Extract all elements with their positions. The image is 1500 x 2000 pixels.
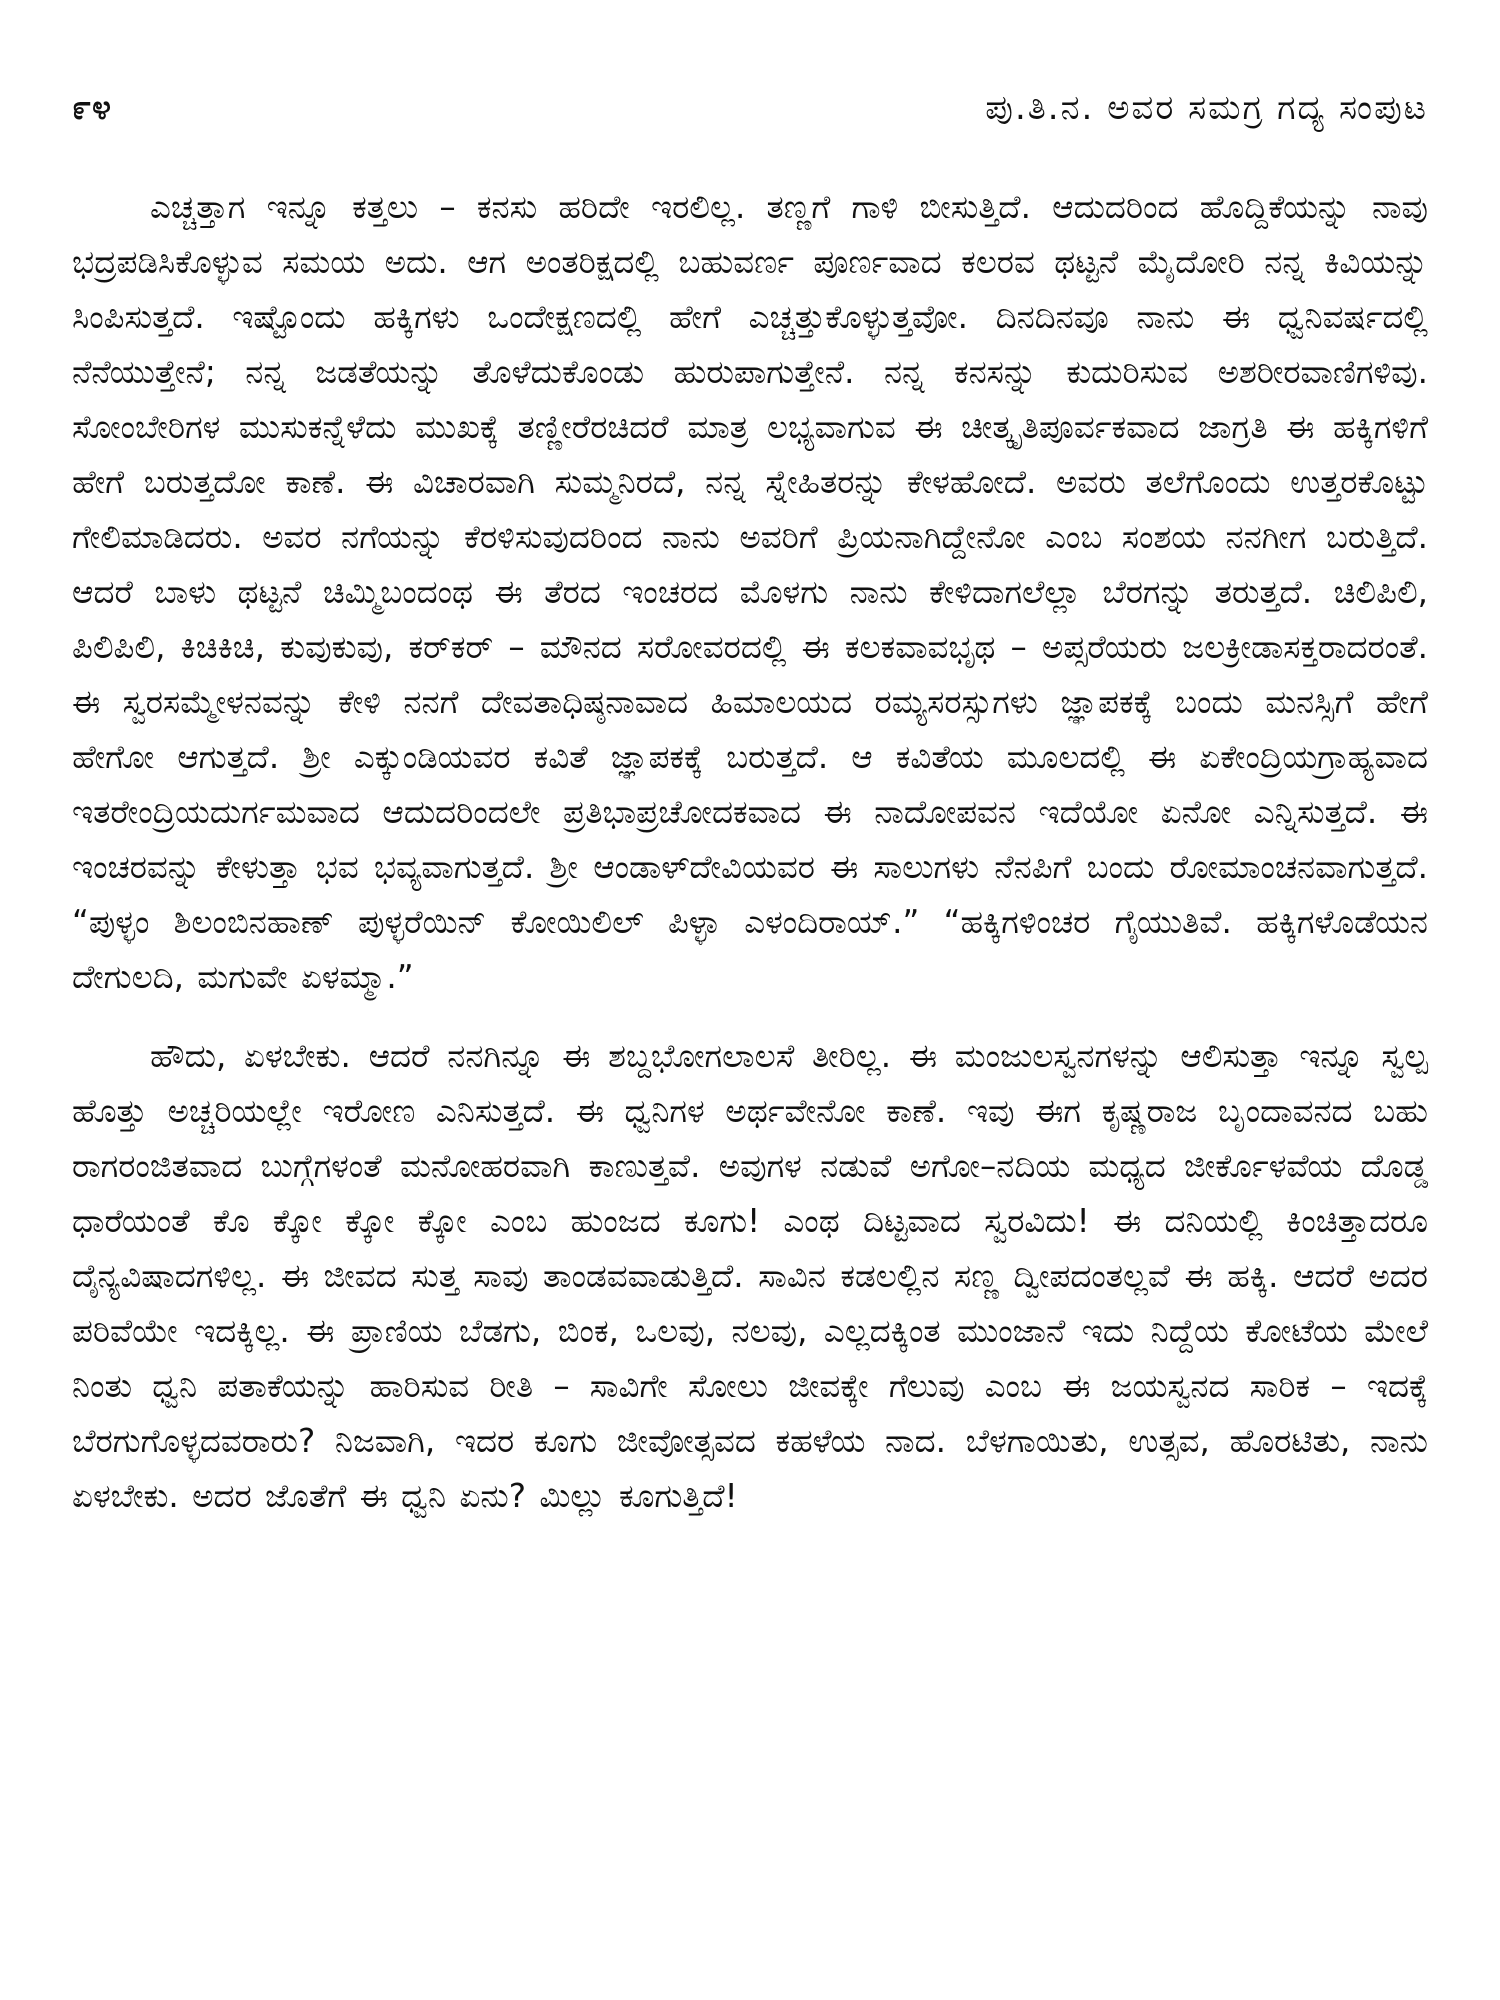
body-text <box>72 180 1428 1524</box>
page-header <box>72 88 1428 148</box>
paragraph-1: ಎಚ್ಚತ್ತಾಗ ಇನ್ನೂ ಕತ್ತಲು – ಕನಸು ಹರಿದೇ ಇರಲಿಲ್ಲ. ತಣ್ಣಗೆ ಗಾಳಿ ಬೀಸುತ್ತಿದೆ. ಆದುದರಿಂದ ಹೊದ್ದಿಕೆಯನ್ನು ನಾವು ಭದ್ರಪಡಿಸಿಕೊಳ್ಳುವ ಸಮಯ ಅದು. ಆಗ ಅಂತರಿಕ್ಷದಲ್ಲಿ ಬಹುವರ್ಣ ಪೂರ್ಣವಾದ ಕಲರವ ಥಟ್ಟನೆ ಮೈದೋರಿ ನನ್ನ ಕಿವಿಯನ್ನು ಸಿಂಪಿಸುತ್ತದೆ. ಇಷ್ಟೊಂದು ಹಕ್ಕಿಗಳು ಒಂದೇಕ್ಷಣದಲ್ಲಿ ಹೇಗೆ ಎಚ್ಚತ್ತುಕೊಳ್ಳುತ್ತವೋ. ದಿನದಿನವೂ ನಾನು ಈ ಧ್ವನಿವರ್ಷದಲ್ಲಿ ನೆನೆಯುತ್ತೇನೆ; ನನ್ನ ಜಡತೆಯನ್ನು ತೊಳೆದುಕೊಂಡು ಹುರುಪಾಗುತ್ತೇನೆ. ನನ್ನ ಕನಸನ್ನು ಕುದುರಿಸುವ ಅಶರೀರವಾಣಿಗಳಿವು. ಸೋಂಬೇರಿಗಳ ಮುಸುಕನ್ನೆಳೆದು ಮುಖಕ್ಕೆ ತಣ್ಣೀರೆರಚಿದರೆ ಮಾತ್ರ ಲಭ್ಯವಾಗುವ ಈ ಚೀತ್ಕೃತಿಪೂರ್ವಕವಾದ ಜಾಗ್ರತಿ ಈ ಹಕ್ಕಿಗಳಿಗೆ ಹೇಗೆ ಬರುತ್ತದೋ ಕಾಣೆ. ಈ ವಿಚಾರವಾಗಿ ಸುಮ್ಮನಿರದೆ, ನನ್ನ ಸ್ನೇಹಿತರನ್ನು ಕೇಳಹೋದೆ. ಅವರು ತಲೆಗೊಂದು ಉತ್ತರಕೊಟ್ಟು ಗೇಲಿಮಾಡಿದರು. ಅವರ ನಗೆಯನ್ನು ಕೆರಳಿಸುವುದರಿಂದ ನಾನು ಅವರಿಗೆ ಪ್ರಿಯನಾಗಿದ್ದೇನೋ ಎಂಬ ಸಂಶಯ ನನಗೀಗ ಬರುತ್ತಿದೆ. ಆದರೆ ಬಾಳು ಥಟ್ಟನೆ ಚಿಮ್ಮಿಬಂದಂಥ ಈ ತೆರದ ಇಂಚರದ ಮೊಳಗು ನಾನು ಕೇಳಿದಾಗಲೆಲ್ಲಾ ಬೆರಗನ್ನು ತರುತ್ತದೆ. ಚಿಲಿಪಿಲಿ, ಪಿಲಿಪಿಲಿ, ಕಿಚಿಕಿಚಿ, ಕುವುಕುವು, ಕರ್‌ಕರ್ – ಮೌನದ ಸರೋವರದಲ್ಲಿ ಈ ಕಲಕವಾವಭೃಥ – ಅಪ್ಸರೆಯರು ಜಲಕ್ರೀಡಾಸಕ್ತರಾದರಂತೆ. ಈ ಸ್ವರಸಮ್ಮೇಳನವನ್ನು ಕೇಳಿ ನನಗೆ ದೇವತಾಧಿಷ್ಠನಾವಾದ ಹಿಮಾಲಯದ ರಮ್ಯಸರಸ್ಸುಗಳು ಜ್ಞಾಪಕಕ್ಕೆ ಬಂದು ಮನಸ್ಸಿಗೆ ಹೇಗೆ ಹೇಗೋ ಆಗುತ್ತದೆ. ಶ್ರೀ ಎಕ್ಕುಂಡಿಯವರ ಕವಿತೆ ಜ್ಞಾಪಕಕ್ಕೆ ಬರುತ್ತದೆ. ಆ ಕವಿತೆಯ ಮೂಲದಲ್ಲಿ ಈ ಏಕೇಂದ್ರಿಯಗ್ರಾಹ್ಯವಾದ ಇತರೇಂದ್ರಿಯದುರ್ಗಮವಾದ ಆದುದರಿಂದಲೇ ಪ್ರತಿಭಾಪ್ರಚೋದಕವಾದ ಈ ನಾದೋಪವನ ಇದೆಯೋ ಏನೋ ಎನ್ನಿಸುತ್ತದೆ. ಈ ಇಂಚರವನ್ನು ಕೇಳುತ್ತಾ ಭವ ಭವ್ಯವಾಗುತ್ತದೆ. ಶ್ರೀ ಆಂಡಾಳ್‌ದೇವಿಯವರ ಈ ಸಾಲುಗಳು ನೆನಪಿಗೆ ಬಂದು ರೋಮಾಂಚನವಾಗುತ್ತದೆ. “ಪುಳ್ಳಂ ಶಿಲಂಬಿನಹಾಣ್ ಪುಳ್ಳರೆಯಿನ್ ಕೋಯಿಲಿಲ್ ಪಿಳ್ಳಾ ಎಳಂದಿರಾಯ್.” “ಹಕ್ಕಿಗಳಿಂಚರ ಗೈಯುತಿವೆ. ಹಕ್ಕಿಗಳೊಡೆಯನ ದೇಗುಲದಿ, ಮಗುವೇ ಏಳಮ್ಮಾ.” <box>72 188 1428 996</box>
paragraph-2: ಹೌದು, ಏಳಬೇಕು. ಆದರೆ ನನಗಿನ್ನೂ ಈ ಶಬ್ದಭೋಗಲಾಲಸೆ ತೀರಿಲ್ಲ. ಈ ಮಂಜುಲಸ್ವನಗಳನ್ನು ಆಲಿಸುತ್ತಾ ಇನ್ನೂ ಸ್ವಲ್ಪ ಹೊತ್ತು ಅಚ್ಚರಿಯಲ್ಲೇ ಇರೋಣ ಎನಿಸುತ್ತದೆ. ಈ ಧ್ವನಿಗಳ ಅರ್ಥವೇನೋ ಕಾಣೆ. ಇವು ಈಗ ಕೃಷ್ಣರಾಜ ಬೃಂದಾವನದ ಬಹು ರಾಗರಂಜಿತವಾದ ಬುಗ್ಗೆಗಳಂತೆ ಮನೋಹರವಾಗಿ ಕಾಣುತ್ತವೆ. ಅವುಗಳ ನಡುವೆ ಅಗೋ–ನದಿಯ ಮಧ್ಯದ ಜೀರ್ಕೊಳವೆಯ ದೊಡ್ಡ ಧಾರೆಯಂತೆ ಕೊ ಕ್ಕೋ ಕ್ಕೋ ಕ್ಕೋ ಎಂಬ ಹುಂಜದ ಕೂಗು! ಎಂಥ ದಿಟ್ಟವಾದ ಸ್ವರವಿದು! ಈ ದನಿಯಲ್ಲಿ ಕಿಂಚಿತ್ತಾದರೂ ದೈನ್ಯವಿಷಾದಗಳಿಲ್ಲ. ಈ ಜೀವದ ಸುತ್ತ ಸಾವು ತಾಂಡವವಾಡುತ್ತಿದೆ. ಸಾವಿನ ಕಡಲಲ್ಲಿನ ಸಣ್ಣ ದ್ವೀಪದಂತಲ್ಲವೆ ಈ ಹಕ್ಕಿ. ಆದರೆ ಅದರ ಪರಿವೆಯೇ ಇದಕ್ಕಿಲ್ಲ. ಈ ಪ್ರಾಣಿಯ ಬೆಡಗು, ಬಿಂಕ, ಒಲವು, ನಲವು, ಎಲ್ಲದಕ್ಕಿಂತ ಮುಂಜಾನೆ ಇದು ನಿದ್ದೆಯ ಕೋಟೆಯ ಮೇಲೆ ನಿಂತು ಧ್ವನಿ ಪತಾಕೆಯನ್ನು ಹಾರಿಸುವ ರೀತಿ – ಸಾವಿಗೇ ಸೋಲು ಜೀವಕ್ಕೇ ಗೆಲುವು ಎಂಬ ಈ ಜಯಸ್ವನದ ಸಾರಿಕ – ಇದಕ್ಕೆ ಬೆರಗುಗೊಳ್ಳದವರಾರು? ನಿಜವಾಗಿ, ಇದರ ಕೂಗು ಜೀವೋತ್ಸವದ ಕಹಳೆಯ ನಾದ. ಬೆಳಗಾಯಿತು, ಉತ್ಸವ, ಹೊರಟಿತು, ನಾನು ಏಳಬೇಕು. ಅದರ ಜೊತೆಗೆ ಈ ಧ್ವನಿ ಏನು? ಮಿಲ್ಲು ಕೂಗುತ್ತಿದೆ! <box>72 1037 1428 1515</box>
page-number: ೯೪ <box>72 88 113 128</box>
running-book-title: ಪು.ತಿ.ನ. ಅವರ ಸಮಗ್ರ ಗದ್ಯ ಸಂಪುಟ <box>985 88 1428 128</box>
